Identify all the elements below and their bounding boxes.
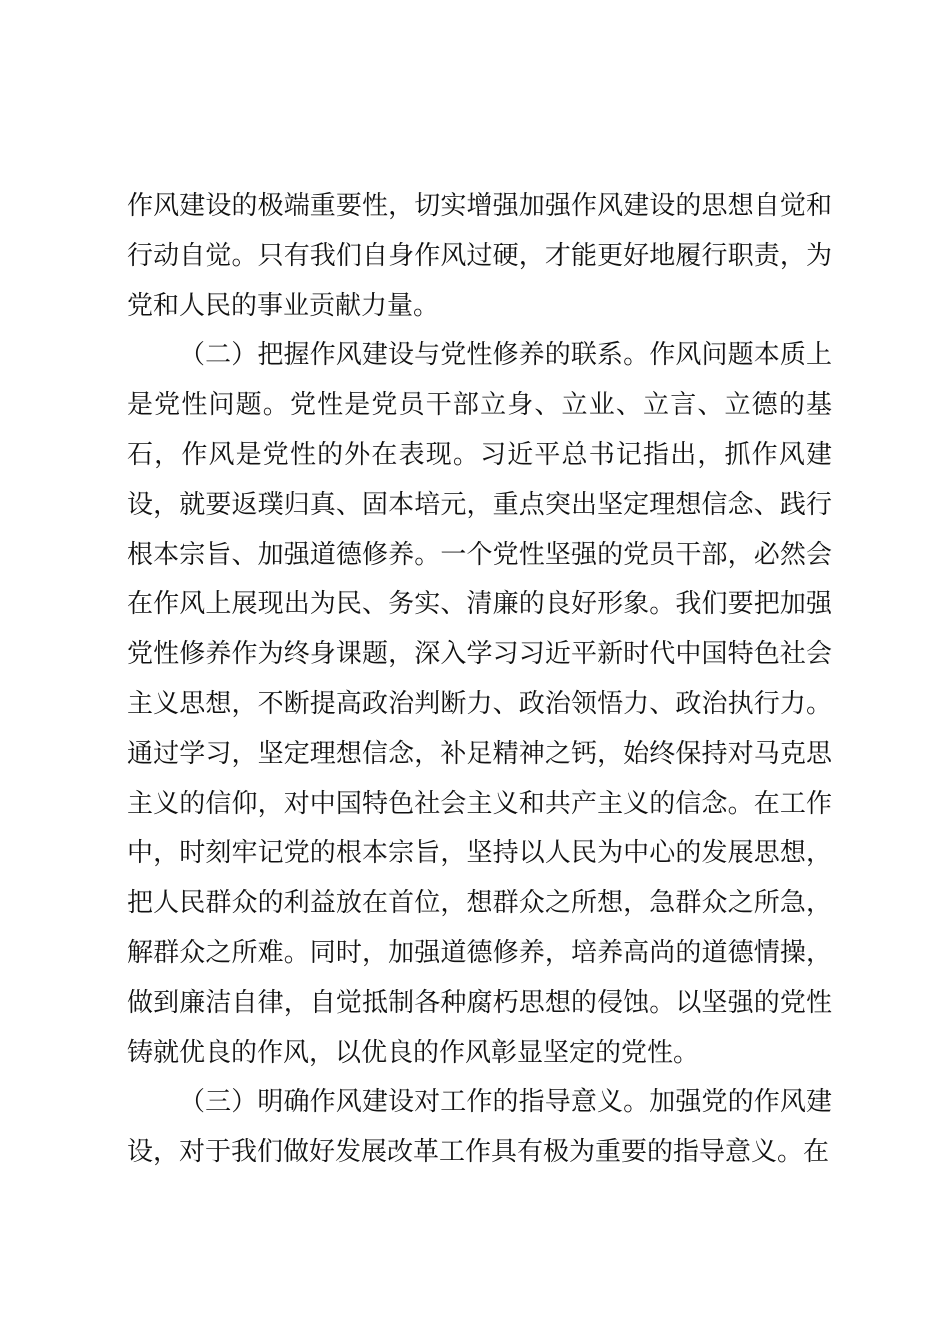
paragraph-section-two: （二）把握作风建设与党性修养的联系。作风问题本质上是党性问题。党性是党员干部立身、立业、立言、立德的基石，作风是党性的外在表现。习近平总书记指出，抓作风建设，就要返璞归真、固本培元，重点突出坚定理想信念、践行根本宗旨、加强道德修养。一个党性坚强的党员干部，必然会在作风上展现出为民、务实、清廉的良好形象。我们要把加强党性修养作为终身课题，深入学习习近平新时代中国特色社会主义思想，不断提高政治判断力、政治领悟力、政治执行力。通过学习，坚定理想信念，补足精神之钙，始终保持对马克思主义的信仰，对中国特色社会主义和共产主义的信念。在工作中，时刻牢记党的根本宗旨，坚持以人民为中心的发展思想，把人民群众的利益放在首位，想群众之所想，急群众之所急，解群众之所难。同时，加强道德修养，培养高尚的道德情操，做到廉洁自律，自觉抵制各种腐朽思想的侵蚀。以坚强的党性铸就优良的作风，以优良的作风彰显坚定的党性。 (127, 340, 832, 1068)
paragraph-section-three: （三）明确作风建设对工作的指导意义。加强党的作风建设，对于我们做好发展改革工作具有极为重要的指导意义。在 (127, 1087, 832, 1168)
paragraph-continued: 作风建设的极端重要性，切实增强加强作风建设的思想自觉和行动自觉。只有我们自身作风过硬，才能更好地履行职责，为党和人民的事业贡献力量。 (127, 191, 832, 321)
document-body (127, 182, 832, 1178)
